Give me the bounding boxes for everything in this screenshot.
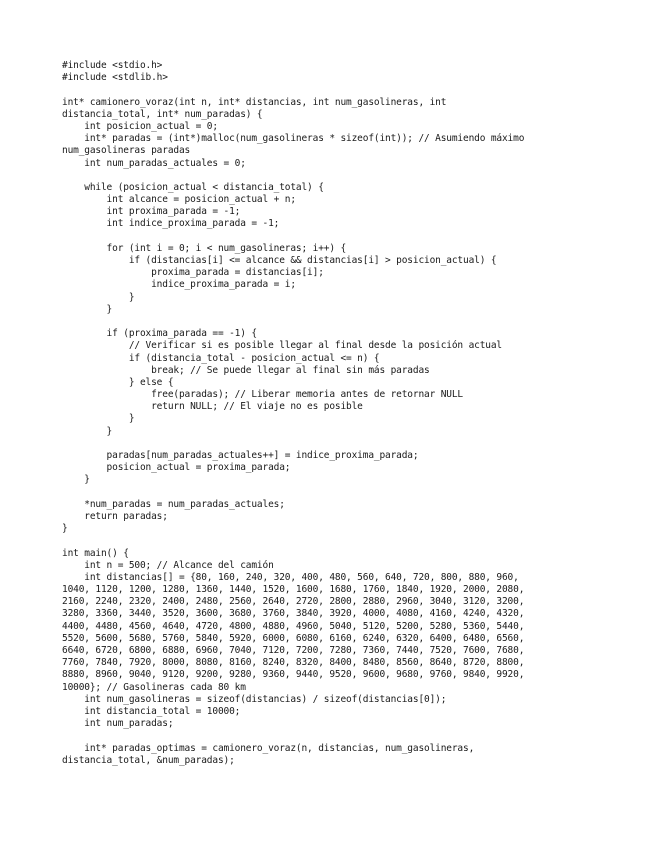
code-line: proxima_parada = distancias[i]; <box>62 267 324 279</box>
code-line: if (distancias[i] <= alcance && distancias[i] > posicion_actual) { <box>62 255 497 266</box>
code-line: 5520, 5600, 5680, 5760, 5840, 5920, 6000, 6080, 6160, 6240, 6320, 6400, 6480, 6560, <box>62 632 525 644</box>
code-line: } <box>62 523 68 535</box>
code-line <box>62 170 637 182</box>
code-line: return NULL; // El viaje no es posible <box>62 401 363 413</box>
code-line: break; // Se puede llegar al final sin más paradas <box>62 364 430 376</box>
code-line: int* paradas = (int*)malloc(num_gasolineras * sizeof(int)); // Asumiendo máximo <box>62 133 525 145</box>
code-line: indice_proxima_parada = i; <box>62 279 296 291</box>
code-line: } <box>62 413 135 425</box>
code-line: #include <stdlib.h> <box>62 72 168 84</box>
code-line: int proxima_parada = -1; <box>62 206 241 218</box>
code-line: free(paradas); // Liberar memoria antes de retornar NULL <box>62 389 464 401</box>
code-line: paradas[num_paradas_actuales++] = indice_proxima_parada; <box>62 450 419 461</box>
code-line: for (int i = 0; i < num_gasolineras; i++) { <box>62 242 347 254</box>
code-line: int* camionero_voraz(int n, int* distancias, int num_gasolineras, int <box>62 96 447 108</box>
code-line: *num_paradas = num_paradas_actuales; <box>62 498 285 510</box>
code-line: 10000}; // Gasolineras cada 80 km <box>62 681 246 693</box>
code-line <box>62 730 637 742</box>
code-line: int distancias[] = {80, 160, 240, 320, 400, 480, 560, 640, 720, 800, 880, 960, <box>62 571 519 583</box>
code-line: int alcance = posicion_actual + n; <box>62 194 296 206</box>
code-line: int num_paradas_actuales = 0; <box>62 157 246 169</box>
code-line: while (posicion_actual < distancia_total) { <box>62 181 324 193</box>
code-line: #include <stdio.h> <box>62 60 163 71</box>
code-line: 1040, 1120, 1200, 1280, 1360, 1440, 1520, 1600, 1680, 1760, 1840, 1920, 2000, 2080, <box>62 584 525 596</box>
code-line: distancia_total, int* num_paradas) { <box>62 108 263 120</box>
code-line: 6640, 6720, 6800, 6880, 6960, 7040, 7120, 7200, 7280, 7360, 7440, 7520, 7600, 7680, <box>62 645 525 656</box>
code-line: return paradas; <box>62 510 168 522</box>
code-line <box>62 231 637 243</box>
code-line: int num_paradas; <box>62 718 174 730</box>
code-line: 7760, 7840, 7920, 8000, 8080, 8160, 8240, 8320, 8400, 8480, 8560, 8640, 8720, 8800, <box>62 657 525 669</box>
code-line: int posicion_actual = 0; <box>62 120 218 132</box>
code-line: int distancia_total = 10000; <box>62 705 241 717</box>
code-line: } <box>62 303 113 315</box>
code-line: 2160, 2240, 2320, 2400, 2480, 2560, 2640, 2720, 2800, 2880, 2960, 3040, 3120, 3200, <box>62 596 525 608</box>
code-line: } <box>62 425 113 437</box>
code-line: if (proxima_parada == -1) { <box>62 328 257 340</box>
code-line: int n = 500; // Alcance del camión <box>62 559 274 571</box>
code-line: // Verificar si es posible llegar al final desde la posición actual <box>62 340 502 352</box>
code-line: posicion_actual = proxima_parada; <box>62 462 291 474</box>
code-line <box>62 438 637 450</box>
code-line: } <box>62 474 90 486</box>
code-line: if (distancia_total - posicion_actual <= n) { <box>62 352 380 364</box>
code-line: 4400, 4480, 4560, 4640, 4720, 4800, 4880, 4960, 5040, 5120, 5200, 5280, 5360, 5440, <box>62 620 525 632</box>
code-line: int* paradas_optimas = camionero_voraz(n, distancias, num_gasolineras, <box>62 742 475 754</box>
code-line <box>62 535 637 547</box>
code-line: distancia_total, &num_paradas); <box>62 754 235 766</box>
code-line: int main() { <box>62 547 129 559</box>
code-block <box>62 60 637 767</box>
code-line: } <box>62 291 135 303</box>
code-line: int num_gasolineras = sizeof(distancias) / sizeof(distancias[0]); <box>62 693 447 705</box>
code-line <box>62 316 637 328</box>
code-line: 3280, 3360, 3440, 3520, 3600, 3680, 3760, 3840, 3920, 4000, 4080, 4160, 4240, 4320, <box>62 608 525 620</box>
code-line: int indice_proxima_parada = -1; <box>62 218 280 230</box>
code-line <box>62 487 637 499</box>
code-line: num_gasolineras paradas <box>62 145 191 157</box>
code-line: } else { <box>62 376 174 388</box>
code-line <box>62 84 637 96</box>
code-line: 8880, 8960, 9040, 9120, 9200, 9280, 9360, 9440, 9520, 9600, 9680, 9760, 9840, 9920, <box>62 669 525 681</box>
